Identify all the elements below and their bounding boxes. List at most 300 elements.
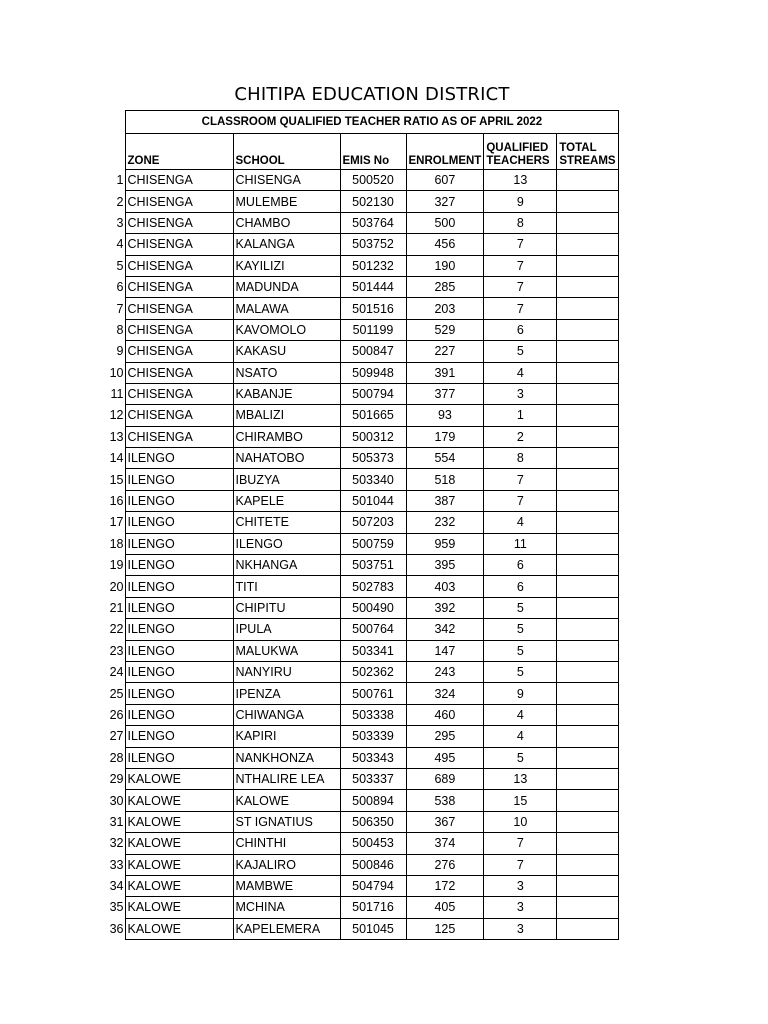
cell-enrolment: 538 [406,790,484,811]
cell-enrolment: 518 [406,469,484,490]
cell-enrolment: 172 [406,875,484,896]
cell-total-streams [557,875,619,896]
cell-school: CHISENGA [233,170,340,191]
table-row [104,212,619,233]
cell-enrolment: 295 [406,726,484,747]
cell-enrolment: 460 [406,704,484,725]
cell-emis: 501665 [340,405,406,426]
cell-total-streams [557,918,619,939]
cell-enrolment: 392 [406,597,484,618]
cell-school: MCHINA [233,897,340,918]
row-number: 11 [110,387,124,402]
row-number: 21 [109,601,124,615]
cell-emis: 505373 [340,448,406,469]
cell-school: KAVOMOLO [233,319,340,340]
cell-school: NSATO [233,362,340,383]
cell-zone: ILENGO [125,555,233,576]
cell-enrolment: 500 [406,212,484,233]
table-row [104,661,619,682]
cell-enrolment: 93 [406,405,484,426]
cell-total-streams [557,597,619,618]
cell-school: NAHATOBO [233,448,340,469]
table-row [104,512,619,533]
row-number: 31 [109,814,124,829]
cell-enrolment: 554 [406,448,484,469]
cell-enrolment: 179 [406,426,484,447]
cell-qualified-teachers: 7 [484,276,557,297]
row-number: 18 [109,536,124,551]
cell-school: KAPELE [233,490,340,511]
cell-zone: KALOWE [125,918,233,939]
cell-qualified-teachers: 5 [484,341,557,362]
cell-zone: ILENGO [125,704,233,725]
table-caption: CLASSROOM QUALIFIED TEACHER RATIO AS OF APRIL 2022 [125,111,619,134]
cell-qualified-teachers: 3 [484,897,557,918]
table-row [104,619,619,640]
cell-total-streams [557,426,619,447]
table-row [104,747,619,768]
table-caption-row [104,111,619,134]
cell-qualified-teachers: 7 [484,469,557,490]
table-row [104,405,619,426]
cell-school: MALUKWA [233,640,340,661]
table-row [104,362,619,383]
cell-enrolment: 395 [406,555,484,576]
cell-total-streams [557,747,619,768]
cell-enrolment: 324 [406,683,484,704]
cell-emis: 500847 [340,341,406,362]
table-body [104,170,619,940]
cell-total-streams [557,576,619,597]
cell-zone: KALOWE [125,811,233,832]
header-streams-line2: STREAMS [559,155,616,167]
row-number: 36 [109,921,124,936]
cell-enrolment: 377 [406,383,484,404]
cell-total-streams [557,448,619,469]
cell-total-streams [557,533,619,554]
cell-qualified-teachers: 7 [484,490,557,511]
table-row [104,576,619,597]
cell-qualified-teachers: 9 [484,191,557,212]
row-number: 5 [116,258,124,273]
cell-qualified-teachers: 7 [484,298,557,319]
cell-qualified-teachers: 2 [484,426,557,447]
cell-zone: CHISENGA [125,276,233,297]
cell-total-streams [557,319,619,340]
cell-school: CHINTHI [233,833,340,854]
row-number: 4 [116,237,124,252]
cell-emis: 500312 [340,426,406,447]
cell-enrolment: 959 [406,533,484,554]
header-school: SCHOOL [233,134,340,170]
cell-qualified-teachers: 5 [484,747,557,768]
cell-qualified-teachers: 6 [484,576,557,597]
cell-emis: 504794 [340,875,406,896]
cell-enrolment: 125 [406,918,484,939]
cell-emis: 500759 [340,533,406,554]
cell-total-streams [557,212,619,233]
row-number: 30 [109,793,124,808]
cell-qualified-teachers: 7 [484,255,557,276]
table-row [104,854,619,875]
cell-zone: CHISENGA [125,319,233,340]
cell-emis: 500846 [340,854,406,875]
row-number: 24 [109,665,124,680]
cell-school: ILENGO [233,533,340,554]
cell-zone: ILENGO [125,448,233,469]
cell-qualified-teachers: 8 [484,448,557,469]
cell-zone: CHISENGA [125,383,233,404]
cell-enrolment: 405 [406,897,484,918]
cell-emis: 503341 [340,640,406,661]
cell-qualified-teachers: 3 [484,383,557,404]
cell-emis: 503338 [340,704,406,725]
cell-qualified-teachers: 13 [484,170,557,191]
cell-qualified-teachers: 4 [484,726,557,747]
cell-school: KAKASU [233,341,340,362]
header-streams-line1: TOTAL [559,142,597,154]
cell-emis: 507203 [340,512,406,533]
cell-zone: CHISENGA [125,212,233,233]
cell-emis: 500764 [340,619,406,640]
cell-school: CHITETE [233,512,340,533]
cell-zone: KALOWE [125,768,233,789]
header-enrolment: ENROLMENT [406,134,484,170]
cell-enrolment: 367 [406,811,484,832]
cell-qualified-teachers: 7 [484,234,557,255]
table-row [104,469,619,490]
row-number: 9 [116,344,124,359]
cell-qualified-teachers: 4 [484,512,557,533]
cell-qualified-teachers: 3 [484,875,557,896]
cell-zone: KALOWE [125,833,233,854]
cell-zone: KALOWE [125,790,233,811]
cell-total-streams [557,341,619,362]
cell-zone: ILENGO [125,597,233,618]
table-row [104,918,619,939]
cell-total-streams [557,255,619,276]
row-number: 2 [116,194,124,209]
cell-total-streams [557,640,619,661]
cell-zone: ILENGO [125,512,233,533]
cell-zone: ILENGO [125,576,233,597]
cell-emis: 501516 [340,298,406,319]
cell-enrolment: 147 [406,640,484,661]
row-number: 28 [109,750,124,765]
row-number: 33 [109,857,124,872]
table-row [104,276,619,297]
cell-zone: ILENGO [125,640,233,661]
cell-zone: KALOWE [125,875,233,896]
table-row [104,234,619,255]
cell-emis: 501199 [340,319,406,340]
cell-zone: CHISENGA [125,341,233,362]
cell-qualified-teachers: 3 [484,918,557,939]
cell-zone: ILENGO [125,469,233,490]
cell-zone: ILENGO [125,490,233,511]
cell-total-streams [557,619,619,640]
cell-zone: CHISENGA [125,298,233,319]
cell-total-streams [557,469,619,490]
cell-zone: ILENGO [125,747,233,768]
cell-enrolment: 203 [406,298,484,319]
cell-emis: 502783 [340,576,406,597]
cell-qualified-teachers: 4 [484,362,557,383]
cell-school: KAJALIRO [233,854,340,875]
cell-emis: 503340 [340,469,406,490]
row-number: 19 [109,558,124,573]
cell-emis: 500520 [340,170,406,191]
cell-school: ST IGNATIUS [233,811,340,832]
cell-qualified-teachers: 15 [484,790,557,811]
cell-enrolment: 276 [406,854,484,875]
cell-school: IPENZA [233,683,340,704]
table-row [104,533,619,554]
cell-emis: 501044 [340,490,406,511]
cell-qualified-teachers: 9 [484,683,557,704]
row-number: 15 [109,472,124,487]
table-row [104,704,619,725]
cell-emis: 506350 [340,811,406,832]
cell-enrolment: 529 [406,319,484,340]
page-title: CHITIPA EDUCATION DISTRICT [234,84,510,105]
row-number: 3 [116,215,124,230]
row-number: 27 [109,729,124,744]
cell-qualified-teachers: 6 [484,555,557,576]
table-row [104,191,619,212]
table-row [104,319,619,340]
cell-total-streams [557,383,619,404]
header-qualified-line2: TEACHERS [486,155,550,167]
cell-emis: 501716 [340,897,406,918]
cell-emis: 503337 [340,768,406,789]
cell-qualified-teachers: 5 [484,640,557,661]
cell-school: IPULA [233,619,340,640]
cell-school: KAPELEMERA [233,918,340,939]
cell-zone: ILENGO [125,533,233,554]
row-number: 14 [109,451,124,466]
cell-school: NANKHONZA [233,747,340,768]
cell-total-streams [557,298,619,319]
cell-total-streams [557,490,619,511]
cell-emis: 500794 [340,383,406,404]
cell-enrolment: 232 [406,512,484,533]
cell-total-streams [557,405,619,426]
cell-school: CHIRAMBO [233,426,340,447]
cell-enrolment: 607 [406,170,484,191]
row-number: 6 [116,280,124,295]
row-number: 23 [109,643,124,658]
header-qualified-line1: QUALIFIED [486,142,549,154]
cell-total-streams [557,897,619,918]
cell-qualified-teachers: 11 [484,533,557,554]
cell-emis: 501045 [340,918,406,939]
cell-school: KABANJE [233,383,340,404]
cell-school: NANYIRU [233,661,340,682]
header-emis: EMIS No [340,134,406,170]
cell-zone: CHISENGA [125,362,233,383]
cell-total-streams [557,661,619,682]
row-number: 1 [116,173,124,188]
cell-qualified-teachers: 7 [484,854,557,875]
cell-zone: ILENGO [125,619,233,640]
row-number: 12 [109,408,124,423]
cell-total-streams [557,790,619,811]
row-number: 35 [109,900,124,915]
cell-school: NTHALIRE LEA [233,768,340,789]
cell-total-streams [557,170,619,191]
cell-zone: CHISENGA [125,255,233,276]
cell-emis: 509948 [340,362,406,383]
cell-total-streams [557,555,619,576]
cell-zone: CHISENGA [125,234,233,255]
cell-emis: 500453 [340,833,406,854]
row-number: 13 [109,429,124,444]
table-row [104,170,619,191]
cell-emis: 503764 [340,212,406,233]
table-row [104,811,619,832]
cell-total-streams [557,704,619,725]
row-number: 17 [109,515,124,530]
cell-school: CHIWANGA [233,704,340,725]
cell-school: MALAWA [233,298,340,319]
cell-zone: CHISENGA [125,426,233,447]
cell-school: MADUNDA [233,276,340,297]
cell-zone: ILENGO [125,683,233,704]
cell-total-streams [557,811,619,832]
table-header-row [104,134,619,170]
cell-school: IBUZYA [233,469,340,490]
row-number: 26 [109,707,124,722]
table-row [104,490,619,511]
row-number: 20 [109,579,124,594]
cell-enrolment: 327 [406,191,484,212]
table-row [104,833,619,854]
table-row [104,875,619,896]
row-number: 10 [109,365,124,380]
row-number: 29 [109,772,124,787]
cell-total-streams [557,854,619,875]
cell-qualified-teachers: 5 [484,619,557,640]
cell-enrolment: 689 [406,768,484,789]
cell-emis: 500490 [340,597,406,618]
cell-qualified-teachers: 4 [484,704,557,725]
cell-enrolment: 190 [406,255,484,276]
header-qualified-teachers [484,134,557,170]
cell-school: MULEMBE [233,191,340,212]
cell-qualified-teachers: 5 [484,597,557,618]
cell-school: MAMBWE [233,875,340,896]
cell-total-streams [557,683,619,704]
cell-school: KAPIRI [233,726,340,747]
cell-enrolment: 495 [406,747,484,768]
cell-zone: CHISENGA [125,191,233,212]
table-row [104,897,619,918]
row-number: 34 [109,879,124,894]
table-row [104,640,619,661]
cell-school: KALOWE [233,790,340,811]
header-zone: ZONE [125,134,233,170]
cell-total-streams [557,512,619,533]
cell-enrolment: 456 [406,234,484,255]
cell-school: KAYILIZI [233,255,340,276]
cell-zone: CHISENGA [125,170,233,191]
table-row [104,383,619,404]
cell-school: CHIPITU [233,597,340,618]
cell-zone: ILENGO [125,661,233,682]
cell-zone: CHISENGA [125,405,233,426]
cell-emis: 501232 [340,255,406,276]
cell-enrolment: 391 [406,362,484,383]
table-row [104,255,619,276]
cell-qualified-teachers: 8 [484,212,557,233]
cell-emis: 503339 [340,726,406,747]
cell-total-streams [557,234,619,255]
cell-qualified-teachers: 10 [484,811,557,832]
table-row [104,726,619,747]
table-row [104,426,619,447]
cell-enrolment: 387 [406,490,484,511]
cell-enrolment: 374 [406,833,484,854]
cell-school: KALANGA [233,234,340,255]
table-row [104,683,619,704]
table-row [104,555,619,576]
cell-total-streams [557,833,619,854]
cell-enrolment: 285 [406,276,484,297]
cell-school: CHAMBO [233,212,340,233]
row-number: 22 [109,622,124,637]
cell-enrolment: 227 [406,341,484,362]
cell-school: MBALIZI [233,405,340,426]
cell-zone: KALOWE [125,897,233,918]
table-row [104,597,619,618]
table-row [104,768,619,789]
cell-qualified-teachers: 13 [484,768,557,789]
cell-zone: KALOWE [125,854,233,875]
cell-emis: 502130 [340,191,406,212]
table-row [104,298,619,319]
cell-emis: 503752 [340,234,406,255]
cell-total-streams [557,191,619,212]
cell-school: TITI [233,576,340,597]
table-row [104,448,619,469]
header-total-streams [557,134,619,170]
row-number: 7 [116,301,124,316]
cell-school: NKHANGA [233,555,340,576]
cell-emis: 502362 [340,661,406,682]
table-row [104,790,619,811]
cell-zone: ILENGO [125,726,233,747]
cell-emis: 500894 [340,790,406,811]
cell-emis: 500761 [340,683,406,704]
cell-qualified-teachers: 6 [484,319,557,340]
cell-total-streams [557,362,619,383]
cell-emis: 503751 [340,555,406,576]
table-row [104,341,619,362]
cell-enrolment: 342 [406,619,484,640]
cell-qualified-teachers: 5 [484,661,557,682]
cell-total-streams [557,726,619,747]
cell-enrolment: 403 [406,576,484,597]
cell-emis: 501444 [340,276,406,297]
row-number: 32 [109,836,124,851]
teacher-ratio-table [104,110,619,940]
cell-total-streams [557,768,619,789]
cell-qualified-teachers: 1 [484,405,557,426]
cell-emis: 503343 [340,747,406,768]
cell-enrolment: 243 [406,661,484,682]
row-number: 16 [109,494,124,509]
